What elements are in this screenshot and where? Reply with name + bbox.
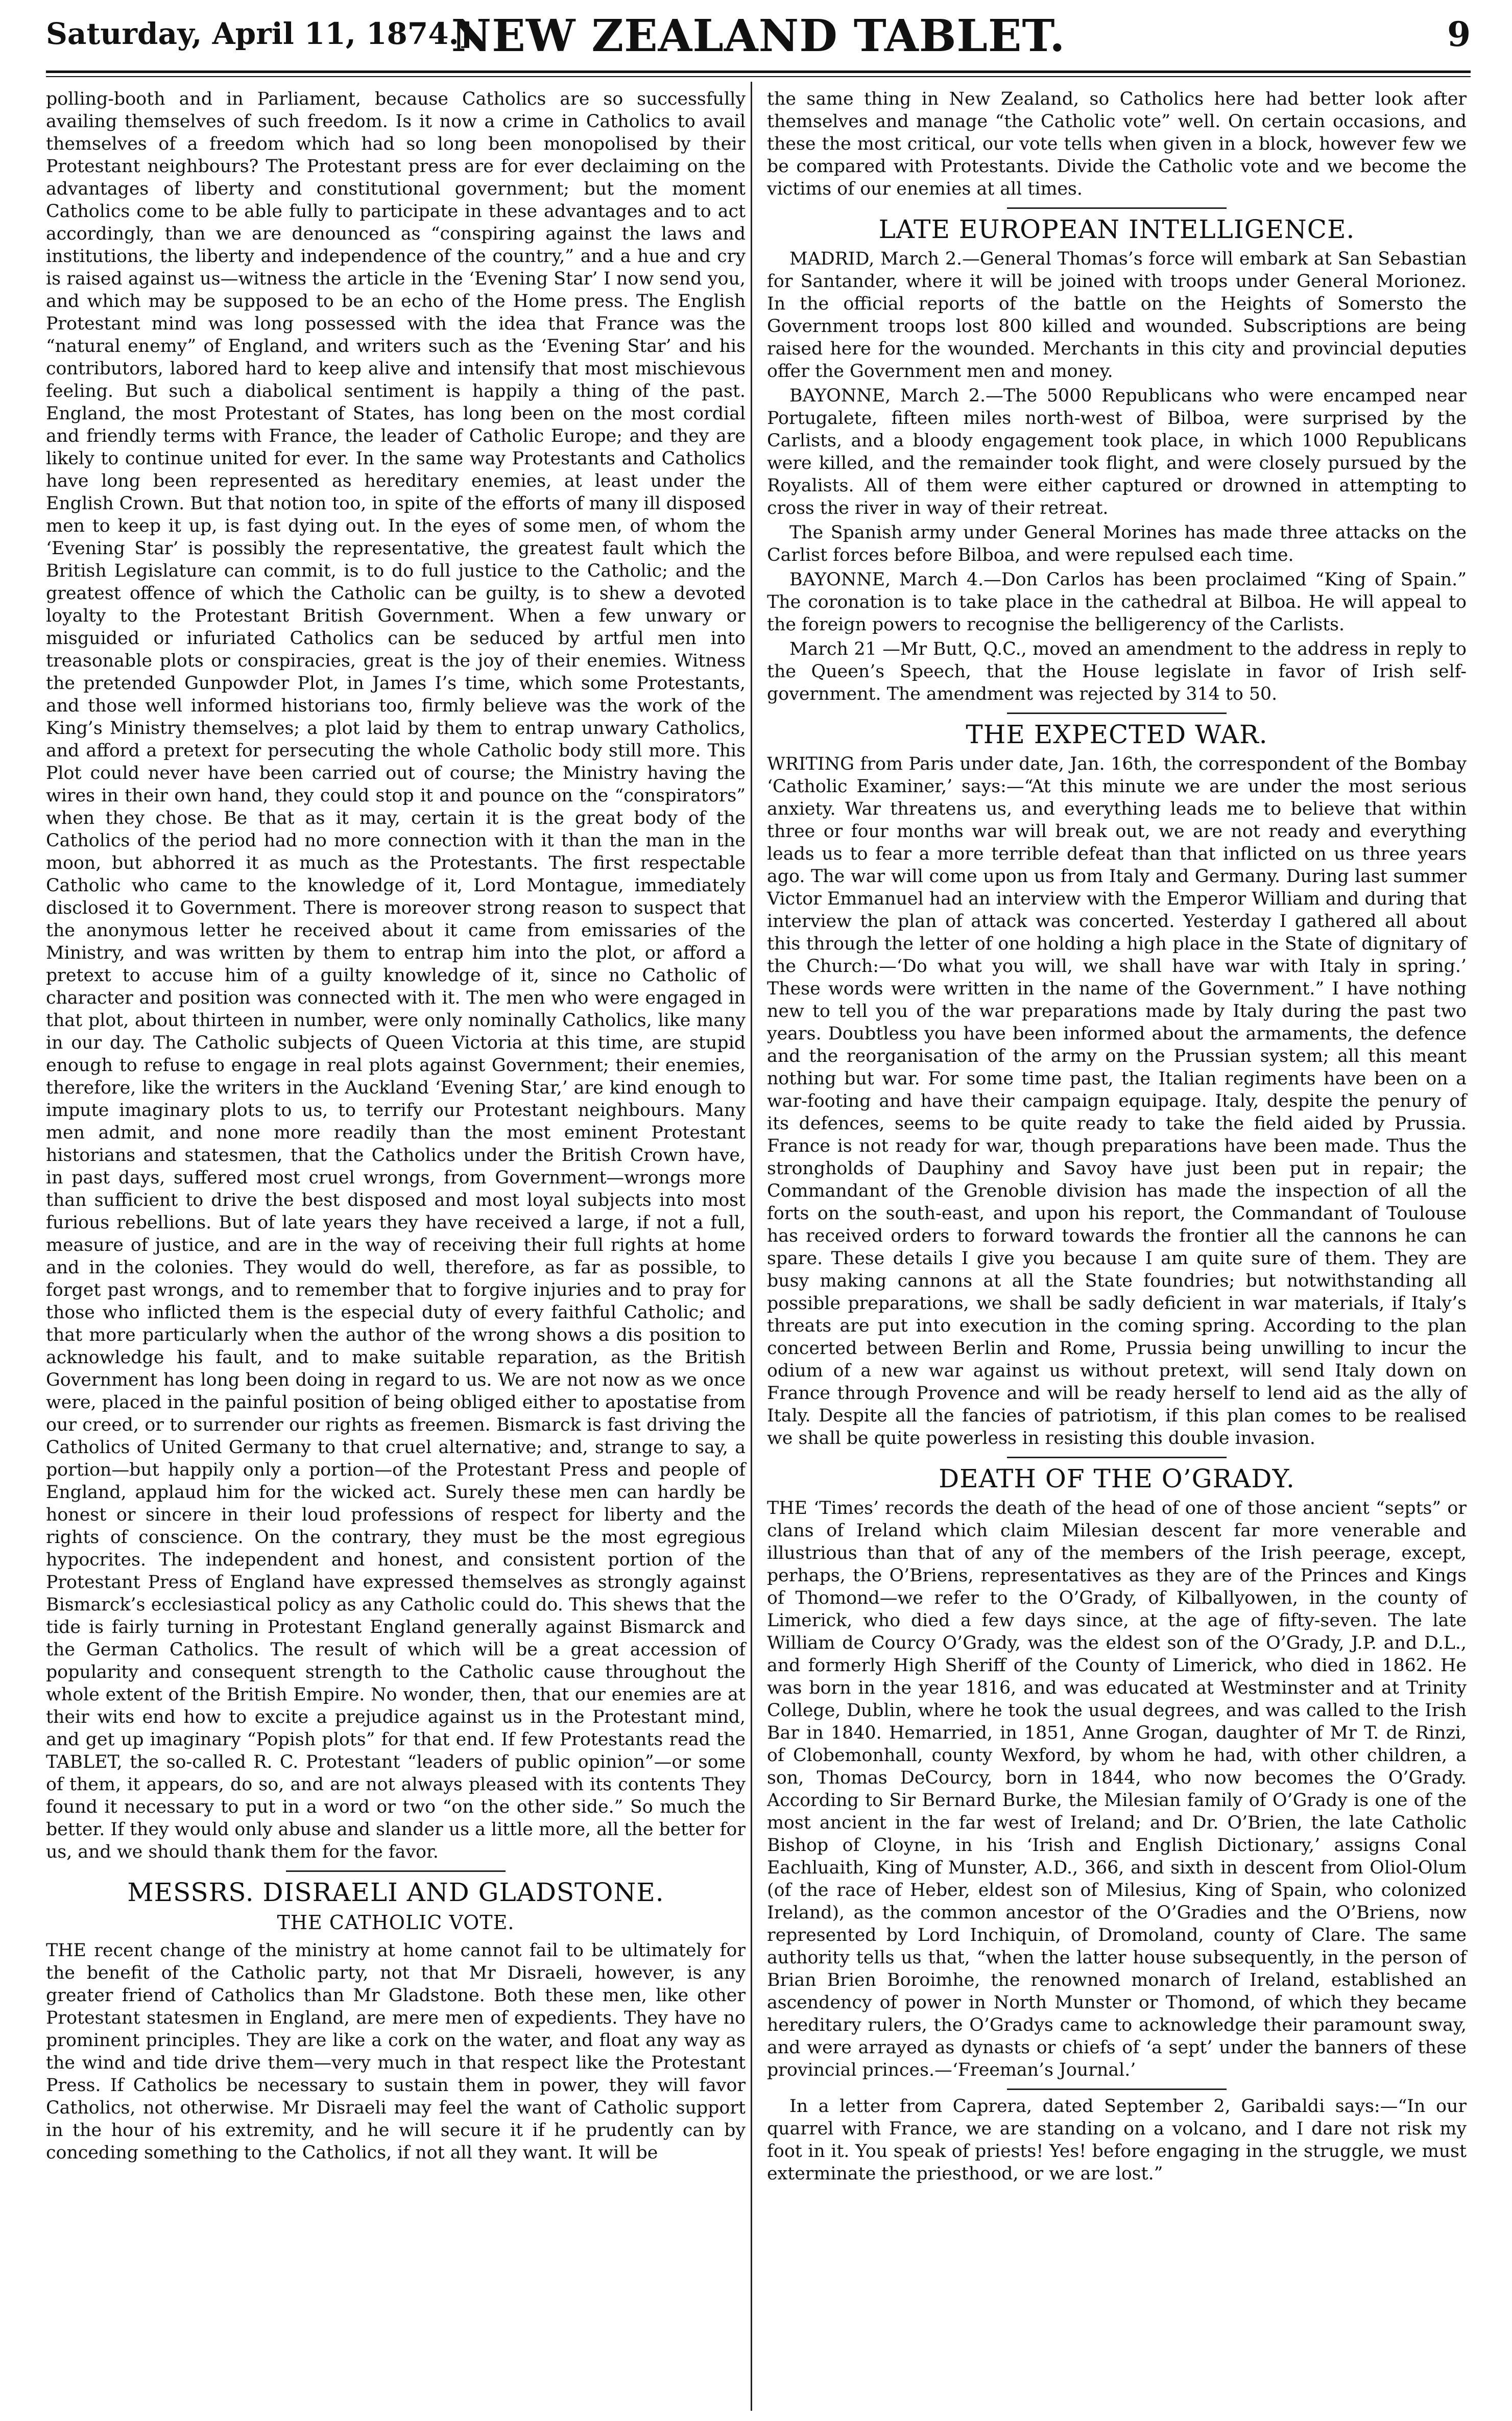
news-item-madrid: MADRID, March 2.—General Thomas’s force will embark at San Sebastian for Santander, where it will be joined with troops under General Morionez. In the official reports of the battle on the Heights of Somersto the Government troops lost 800 killed and wounded. Subscriptions are being raised here for the wounded. Merchants in this city and provincial deputies offer the Government men and money. — [767, 249, 1467, 382]
section-rule — [1007, 2088, 1227, 2090]
masthead — [46, 5, 1471, 72]
masthead-rule-thin — [46, 76, 1471, 77]
article-heading-ogrady: DEATH OF THE O’GRADY. — [939, 1464, 1295, 1493]
section-rule — [1007, 207, 1227, 209]
news-item-march-21: March 21 —Mr Butt, Q.C., moved an amendment to the address in reply to the Queen’s Speech, that the House legislate in favor of Irish self-government. The amendment was rejected by 314 to 50. — [767, 639, 1467, 704]
section-rule — [1007, 713, 1227, 714]
masthead-rule — [46, 70, 1471, 73]
article-subheading-catholic-vote: THE CATHOLIC VOTE. — [277, 1911, 515, 1934]
section-rule — [1007, 1457, 1227, 1458]
article-heading-disraeli-gladstone: MESSRS. DISRAELI AND GLADSTONE. — [127, 1878, 664, 1907]
news-item-bayonne-2: BAYONNE, March 4.—Don Carlos has been proclaimed “King of Spain.” The coronation is to take place in the cathedral at Bilboa. He will appeal to the foreign powers to recognise the belligerency of the Carlists. — [767, 569, 1467, 635]
news-item-bayonne-1: BAYONNE, March 2.—The 5000 Republicans who were encamped near Portugalete, fifteen miles north-west of Bilboa, were surprised by the Carlists, and a bloody engagement took place, in which 1000 Republicans were killed, and the remainder took flight, and were closely pursued by the Royalists. All of them were either captured or drowned in attempting to cross the river in way of their retreat. — [767, 386, 1467, 518]
column-right — [767, 88, 1467, 2187]
issue-date: Saturday, April 11, 1874.] — [46, 16, 473, 51]
article-body-expected-war: WRITING from Paris under date, Jan. 16th, the correspondent of the Bombay ‘Catholic Examiner,’ says:—“At this minute we are under the most serious anxiety. War threatens us, and everything leads me to believe that within three or four months war will break out, we are not ready and everything leads us to fear a more terrible defeat than that inflicted on us three years ago. The war will come upon us from Italy and Germany. During last summer Victor Emmanuel had an interview with the Emperor William and during that interview the plan of attack was concerted. Yesterday I gathered all about this through the letter of one holding a high place in the State of dignitary of the Church:—‘Do what you will, we shall have war with Italy in spring.’ These words were written in the name of the Government.” I have nothing new to tell you of the war preparations made by Italy during the past two years. Doubtless you have been informed about the armaments, the defence and the reorganisation of the army on the Prussian system; all this meant nothing but war. For some time past, the Italian regiments have been on a war-footing and have their campaign equipage. Italy, despite the penury of its defences, seems to be quite ready to take the field aided by Prussia. France is not ready for war, though preparations have been made. Thus the strongholds of Dauphiny and Savoy have just been put in repair; the Commandant of the Grenoble division has made the inspection of all the forts on the south-east, and upon his report, the Commandant of Toulouse has received orders to forward towards the frontier all the cannons he can spare. These details I give you because I am quite sure of them. They are busy making cannons at all the State foundries; but notwithstanding all possible preparations, we shall be sadly deficient in war materials, if Italy’s threats are put into execution in the coming spring. According to the plan concerted between Berlin and Rome, Prussia being unwilling to incur the odium of a new war against us without pretext, will send Italy down on France through Provence and will be ready herself to lend aid as the ally of Italy. Despite all the fancies of patriotism, if this plan comes to be realised we shall be quite powerless in resisting this double invasion. — [767, 754, 1467, 1449]
newspaper-title: NEW ZEALAND TABLET. — [451, 10, 1066, 62]
column-divider — [751, 82, 752, 2411]
news-item-garibaldi: In a letter from Caprera, dated September 2, Garibaldi says:—“In our quarrel with France, we are standing on a volcano, and I dare not risk my foot in it. You speak of priests! Yes! before engaging in the struggle, we must exterminate the priesthood, or we are lost.” — [767, 2096, 1467, 2184]
article-body-disraeli: THE recent change of the ministry at home cannot fail to be ultimately for the benefit of the Catholic party, not that Mr Disraeli, however, is any greater friend of Catholics than Mr Gladstone. Both these men, like other Protestant statesmen in England, are mere men of expedients. They have no prominent principles. They are like a cork on the water, and float any way as the wind and tide drive them—very much in that respect like the Protestant Press. If Catholics be necessary to sustain them in power, they will favor Catholics, not otherwise. Mr Disraeli may feel the want of Catholic support in the hour of his extremity, and he will secure it if he prudently can by conceding something to the Catholics, if not all they want. It will be — [46, 1940, 746, 2163]
page-number: 9 — [1447, 14, 1471, 54]
article-continuation-right: the same thing in New Zealand, so Catholics here had better look after themselves and manage “the Catholic vote” well. On certain occasions, and these the most critical, our vote tells when given in a block, however few we be compared with Protestants. Divide the Catholic vote and we become the victims of our enemies at all times. — [767, 89, 1467, 199]
article-heading-european-intelligence: LATE EUROPEAN INTELLIGENCE. — [878, 215, 1355, 244]
section-rule — [286, 1870, 506, 1872]
news-item-spanish-army: The Spanish army under General Morines has made three attacks on the Carlist forces before Bilboa, and were repulsed each time. — [767, 523, 1467, 565]
article-body-ogrady: THE ‘Times’ records the death of the head of one of those ancient “septs” or clans of Ireland which claim Milesian descent far more venerable and illustrious than that of any of the members of the Irish peerage, except, perhaps, the O’Briens, representatives as they are of the Princes and Kings of Thomond—we refer to the O’Grady, of Kilballyowen, in the county of Limerick, who died a few days since, at the age of fifty-seven. The late William de Courcy O’Grady, was the eldest son of the O’Grady, J.P. and D.L., and formerly High Sheriff of the County of Limerick, who died in 1862. He was born in the year 1816, and was educated at Westminster and at Trinity College, Dublin, where he took the usual degrees, and was called to the Irish Bar in 1840. Hemarried, in 1851, Anne Grogan, daughter of Mr T. de Rinzi, of Clobemonhall, county Wexford, by whom he had, with other children, a son, Thomas DeCourcy, born in 1844, who now becomes the O’Grady. According to Sir Bernard Burke, the Milesian family of O’Grady is one of the most ancient in the far west of Ireland; and Dr. O’Brien, the late Catholic Bishop of Cloyne, in his ‘Irish and English Dictionary,’ assigns Conal Eachluaith, King of Munster, A.D., 366, and sixth in descent from Oliol-Olum (of the race of Heber, eldest son of Milesius, King of Spain, who colonized Ireland), as the common ancestor of the O’Gradies and the O’Briens, now represented by Lord Inchiquin, of Dromoland, county of Clare. The same authority tells us that, “when the latter house subsequently, in the person of Brian Brien Boroimhe, the renowned monarch of Ireland, established an ascendency of power in North Munster or Thomond, of which they became hereditary rulers, the O’Gradys came to acknowledge their paramount sway, and were arrayed as dynasts or chiefs of ‘a sept’ under the banners of these provincial princes.—‘Freeman’s Journal.’ — [767, 1498, 1467, 2080]
column-left — [46, 88, 746, 2166]
article-heading-expected-war: THE EXPECTED WAR. — [966, 720, 1268, 749]
article-continuation: polling-booth and in Parliament, because Catholics are so successfully availing themselves of such freedom. Is it now a crime in Catholics to avail themselves of a freedom which had so long been monopolised by their Protestant neighbours? The Protestant press are for ever declaiming on the advantages of liberty and constitutional government; but the moment Catholics come to be able fully to participate in these advantages and to act accordingly, than we are denounced as “conspiring against the laws and institutions, the liberty and independence of the country,” and a hue and cry is raised against us—witness the article in the ‘Evening Star’ I now send you, and which may be supposed to be an echo of the Home press. The English Protestant mind was long possessed with the idea that France was the “natural enemy” of England, and writers such as the ‘Evening Star’ and his contributors, labored hard to keep alive and intensify that most mischievous feeling. But such a diabolical sentiment is happily a thing of the past. England, the most Protestant of States, has long been on the most cordial and friendly terms with France, the leader of Catholic Europe; and they are likely to continue united for ever. In the same way Protestants and Catholics have long been represented as hereditary enemies, at least under the English Crown. But that notion too, in spite of the efforts of many ill disposed men to keep it up, is fast dying out. In the eyes of some men, of whom the ‘Evening Star’ is possibly the representative, the greatest fault which the British Legislature can commit, is to do full justice to the Catholic; and the greatest offence of which the Catholic can be guilty, is to shew a devoted loyalty to the Protestant British Government. When a few unwary or misguided or infuriated Catholics can be seduced by artful men into treasonable plots or conspiracies, great is the joy of their enemies. Witness the pretended Gunpowder Plot, in James I’s time, which some Protestants, and those well informed historians too, firmly believe was the work of the King’s Ministry themselves; a plot laid by them to entrap unwary Catholics, and afford a pretext for persecuting the whole Catholic body still more. This Plot could never have been carried out of course; the Ministry having the wires in their own hand, they could stop it and pounce on the “conspirators” when they chose. Be that as it may, certain it is the great body of the Catholics of the period had no more connection with it than the man in the moon, but abhorred it as much as the Protestants. The first respectable Catholic who came to the knowledge of it, Lord Montague, immediately disclosed it to Government. There is moreover strong reason to suspect that the anonymous letter he received about it came from emissaries of the Ministry, and was written by them to entrap him into the plot, or afford a pretext to accuse him of a guilty knowledge of it, since no Catholic of character and position was connected with it. The men who were engaged in that plot, about thirteen in number, were only nominally Catholics, like many in our day. The Catholic subjects of Queen Victoria at this time, are stupid enough to refuse to engage in real plots against Government; their enemies, therefore, like the writers in the Auckland ‘Evening Star,’ are kind enough to impute imaginary plots to us, to terrify our Protestant neighbours. Many men admit, and none more readily than the most eminent Protestant historians and statesmen, that the Catholics under the British Crown have, in past days, suffered most cruel wrongs, from Government—wrongs more than sufficient to drive the best disposed and most loyal subjects into most furious rebellions. But of late years they have received a large, if not a full, measure of justice, and are in the way of receiving their full rights at home and in the colonies. They would do well, therefore, as far as possible, to forget past wrongs, and to remember that to forgive injuries and to pray for those who inflicted them is the especial duty of every faithful Catholic; and that more particularly when the author of the wrong shows a dis position to acknowledge his fault, and to make suitable reparation, as the British Government has long been doing in regard to us. We are not now as we once were, placed in the painful position of being obliged either to apostatise from our creed, or to surrender our rights as freemen. Bismarck is fast driving the Catholics of United Germany to that cruel alternative; and, strange to say, a portion—but happily only a portion—of the Protestant Press and people of England, applaud him for the wicked act. Surely these men can hardly be honest or sincere in their loud professions of respect for liberty and the rights of conscience. On the contrary, they must be the most egregious hypocrites. The independent and honest, and consistent portion of the Protestant Press of England have expressed themselves as strongly against Bismarck’s ecclesiastical policy as any Catholic could do. This shews that the tide is fairly turning in Protestant England generally against Bismarck and the German Catholics. The result of which will be a great accession of popularity and consequent strength to the Catholic cause throughout the whole extent of the British Empire. No wonder, then, that our enemies are at their wits end how to excite a prejudice against us in the Protestant mind, and get up imaginary “Popish plots” for that end. If few Protestants read the TABLET, the so-called R. C. Protestant “leaders of public opinion”—or some of them, it appears, do so, and are not always pleased with its contents They found it necessary to put in a word or two “on the other side.” So much the better. If they would only abuse and slander us a little more, all the better for us, and we should thank them for the favor. — [46, 89, 746, 1862]
